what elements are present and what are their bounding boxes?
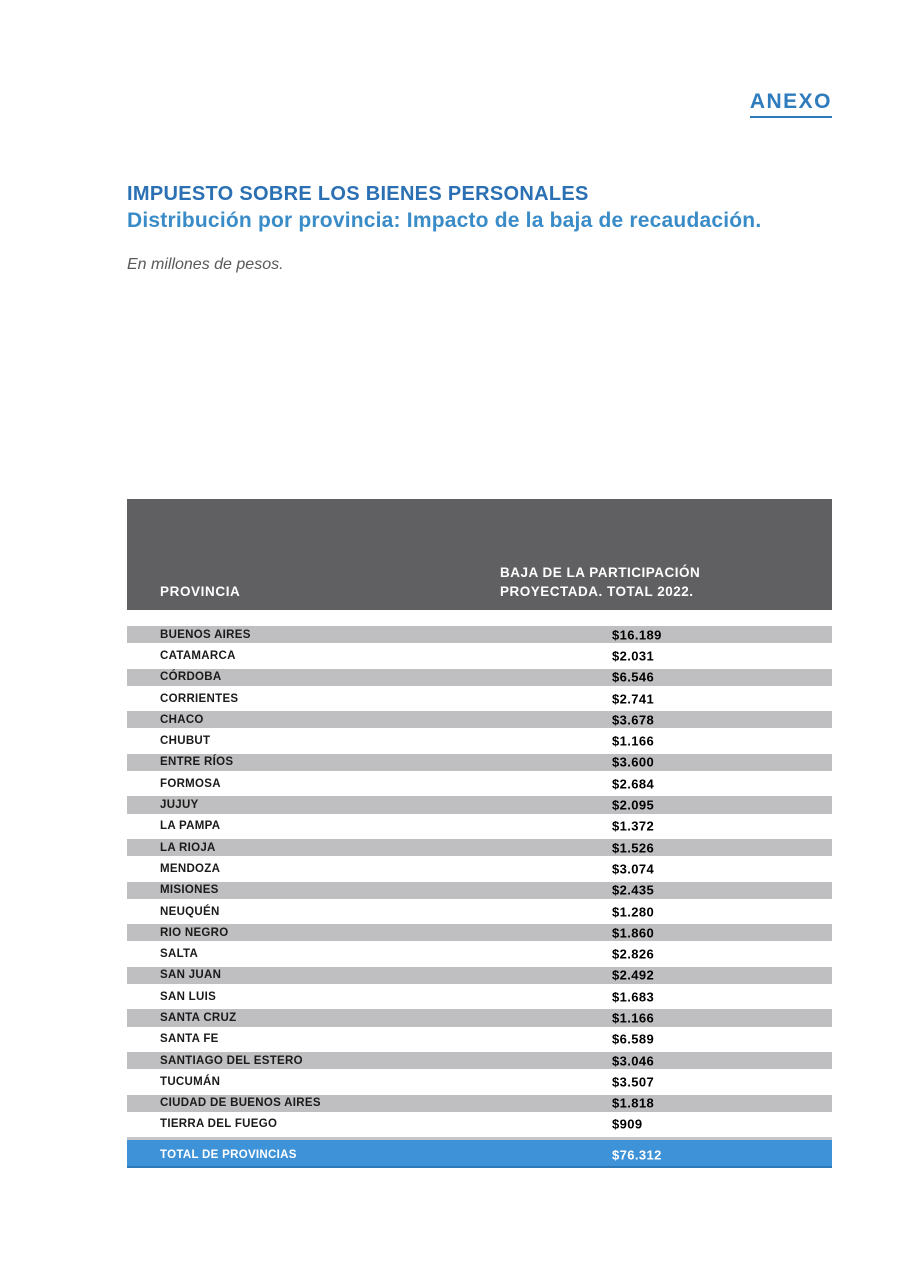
province-value: $16.189 bbox=[612, 627, 662, 643]
provinces-table bbox=[127, 499, 832, 1168]
page-subtitle: Distribución por provincia: Impacto de la baja de recaudación. bbox=[127, 209, 762, 232]
total-value: $76.312 bbox=[612, 1147, 662, 1163]
province-name: BUENOS AIRES bbox=[160, 628, 251, 641]
province-name: CATAMARCA bbox=[160, 649, 236, 662]
province-value: $6.589 bbox=[612, 1031, 655, 1047]
total-row bbox=[127, 1140, 832, 1168]
province-name: SAN LUIS bbox=[160, 990, 217, 1003]
table-row bbox=[127, 967, 832, 984]
province-value: $1.372 bbox=[612, 818, 655, 834]
province-value: $3.600 bbox=[612, 754, 655, 770]
province-value: $1.166 bbox=[612, 733, 655, 749]
province-name: CORRIENTES bbox=[160, 692, 239, 705]
province-name: CHACO bbox=[160, 713, 204, 726]
province-value: $2.741 bbox=[612, 691, 655, 707]
province-value: $3.074 bbox=[612, 861, 655, 877]
province-name: CÓRDOBA bbox=[160, 671, 222, 684]
province-name: RIO NEGRO bbox=[160, 926, 229, 939]
province-value: $2.826 bbox=[612, 946, 655, 962]
province-value: $1.280 bbox=[612, 904, 655, 919]
title-block bbox=[127, 181, 761, 234]
province-name: SAN JUAN bbox=[160, 969, 222, 982]
table-row bbox=[127, 796, 832, 813]
table-row bbox=[127, 988, 832, 1005]
table-row bbox=[127, 1052, 832, 1069]
table-row bbox=[127, 732, 832, 749]
province-name: SANTA CRUZ bbox=[160, 1011, 237, 1024]
table-row bbox=[127, 1073, 832, 1090]
column-header-baja-line2-regular: PROYECTADA. bbox=[500, 584, 608, 599]
table-row bbox=[127, 754, 832, 771]
province-value: $2.684 bbox=[612, 776, 655, 792]
province-value: $2.492 bbox=[612, 967, 655, 983]
province-name: CHUBUT bbox=[160, 735, 211, 748]
units-note: En millones de pesos. bbox=[127, 256, 284, 273]
province-value: $1.818 bbox=[612, 1095, 655, 1111]
province-value: $6.546 bbox=[612, 669, 655, 685]
column-header-baja-line1: BAJA DE LA PARTICIPACIÓN bbox=[500, 565, 701, 580]
table-row bbox=[127, 1031, 832, 1048]
province-name: SANTA FE bbox=[160, 1033, 219, 1046]
page-title: IMPUESTO SOBRE LOS BIENES PERSONALES bbox=[127, 183, 589, 205]
table-row bbox=[127, 818, 832, 835]
province-name: TIERRA DEL FUEGO bbox=[160, 1118, 278, 1131]
table-header bbox=[127, 499, 832, 610]
province-name: MENDOZA bbox=[160, 862, 221, 875]
table-row bbox=[127, 1095, 832, 1112]
table-row bbox=[127, 775, 832, 792]
province-value: $1.526 bbox=[612, 840, 655, 856]
table-row bbox=[127, 647, 832, 664]
table-row bbox=[127, 1009, 832, 1026]
province-value: $909 bbox=[612, 1116, 643, 1132]
province-value: $2.435 bbox=[612, 882, 655, 898]
table-row bbox=[127, 839, 832, 856]
province-value: $2.031 bbox=[612, 648, 655, 664]
table-row bbox=[127, 945, 832, 962]
province-name: FORMOSA bbox=[160, 777, 221, 790]
province-name: NEUQUÉN bbox=[160, 905, 220, 918]
column-header-provincia: PROVINCIA bbox=[160, 584, 241, 599]
province-name: TUCUMÁN bbox=[160, 1075, 221, 1088]
province-name: LA PAMPA bbox=[160, 820, 221, 833]
table-row bbox=[127, 711, 832, 728]
province-name: SALTA bbox=[160, 948, 199, 961]
table-row bbox=[127, 1116, 832, 1133]
table-row bbox=[127, 924, 832, 941]
province-value: $1.860 bbox=[612, 925, 655, 941]
province-name: JUJUY bbox=[160, 799, 199, 812]
province-name: ENTRE RÍOS bbox=[160, 756, 234, 769]
table-row bbox=[127, 690, 832, 707]
table-row bbox=[127, 882, 832, 899]
table-row bbox=[127, 903, 832, 920]
column-header-baja bbox=[500, 563, 700, 601]
province-name: SANTIAGO DEL ESTERO bbox=[160, 1054, 303, 1067]
total-label: TOTAL DE PROVINCIAS bbox=[160, 1148, 297, 1161]
table-row bbox=[127, 669, 832, 686]
table-row bbox=[127, 626, 832, 643]
column-header-baja-line2-bold: TOTAL 2022. bbox=[607, 584, 694, 599]
province-value: $3.507 bbox=[612, 1074, 655, 1090]
province-value: $3.678 bbox=[612, 712, 655, 728]
province-name: LA RIOJA bbox=[160, 841, 216, 854]
province-value: $2.095 bbox=[612, 797, 655, 813]
province-value: $1.683 bbox=[612, 989, 655, 1005]
table-body bbox=[127, 626, 832, 1133]
table-row bbox=[127, 860, 832, 877]
province-value: $1.166 bbox=[612, 1010, 655, 1026]
province-name: CIUDAD DE BUENOS AIRES bbox=[160, 1097, 321, 1110]
province-name: MISIONES bbox=[160, 884, 219, 897]
province-value: $3.046 bbox=[612, 1053, 655, 1069]
anexo-link[interactable]: ANEXO bbox=[750, 90, 832, 118]
